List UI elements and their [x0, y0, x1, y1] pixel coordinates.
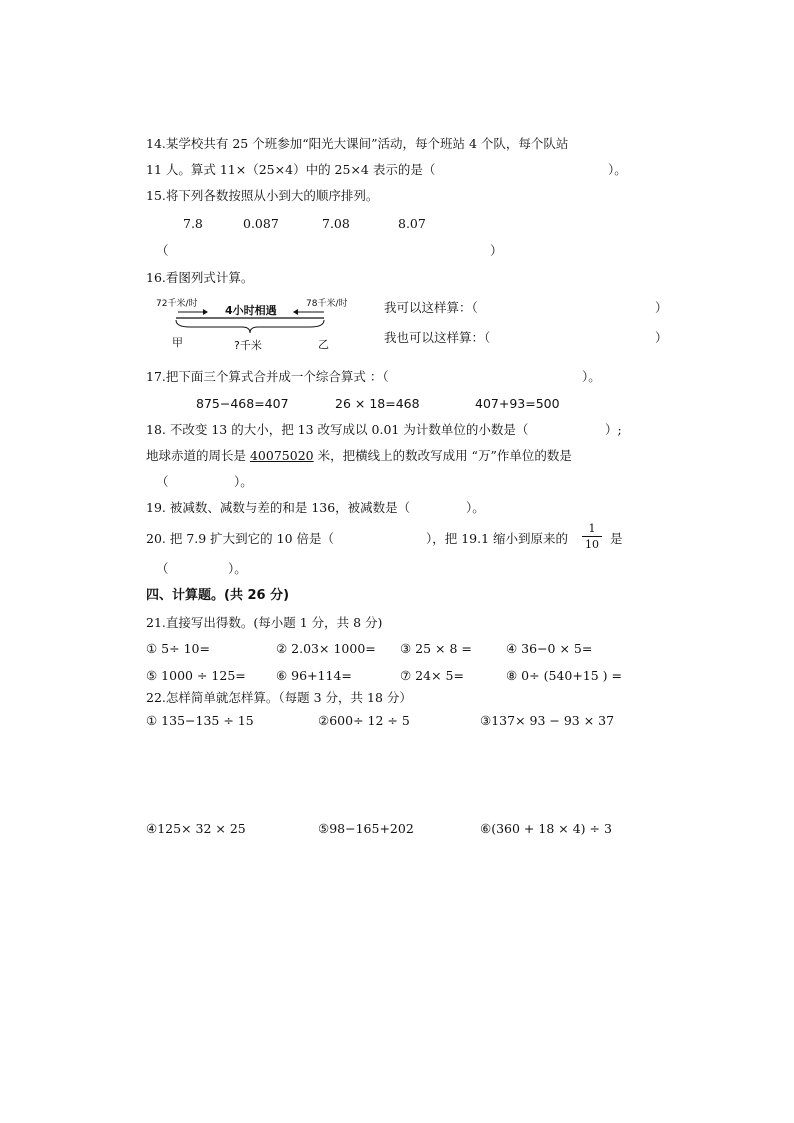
q16-way1-close: ） [655, 300, 668, 315]
q21-item: ① 5÷ 10= [146, 641, 210, 656]
q21-prompt: 21.直接写出得数。(每小题 1 分，共 8 分) [146, 615, 383, 630]
fraction-numerator: 1 [588, 522, 596, 535]
q20-text-b: ），把 19.1 缩小到原来的 [426, 531, 569, 546]
q20-line2-open: （ [156, 561, 169, 576]
right-speed-label: 78千米/时 [306, 299, 348, 309]
q22-item: ⑥(360 + 18 × 4) ÷ 3 [480, 821, 612, 836]
q17-close: ）。 [582, 369, 601, 384]
distance-label: ?千米 [234, 339, 262, 352]
q18-line1-close: ）; [605, 422, 622, 437]
fraction-one-tenth [582, 522, 602, 551]
q21-item: ⑦ 24× 5= [400, 668, 464, 683]
q15-answer-close: ） [490, 243, 503, 258]
q19-close: ）。 [466, 500, 485, 515]
q20-text-a: 20. 把 7.9 扩大到它的 10 倍是（ [146, 531, 335, 546]
q22-item: ① 135−135 ÷ 15 [146, 713, 254, 728]
q18-underlined-number: 40075020 [249, 448, 314, 463]
point-yi: 乙 [318, 338, 329, 351]
q20-text-c: 是 [610, 531, 623, 546]
q21-item: ⑧ 0÷ (540+15 ) = [506, 668, 622, 683]
right-arrowhead [293, 309, 298, 315]
point-jia: 甲 [172, 336, 183, 349]
fraction-bar [582, 536, 602, 537]
q19-text: 19. 被减数、减数与差的和是 136，被减数是（ [146, 500, 411, 515]
section-title: 四、计算题。(共 26 分) [146, 588, 290, 603]
q15-answer-open: （ [156, 243, 169, 258]
q21-item: ⑥ 96+114= [276, 668, 352, 683]
q22-item: ⑤98−165+202 [318, 821, 414, 836]
meet-label: 4小时相遇 [225, 304, 277, 317]
left-speed-label: 72千米/时 [156, 299, 198, 309]
q18-line3-close: ）。 [234, 474, 253, 489]
q16-way1: 我可以这样算：（ [384, 300, 478, 315]
q14-line2: 11 人。算式 11×（25×4）中的 25×4 表示的是（ [146, 162, 436, 177]
q18-line2-lead: 地球赤道的周长是 [146, 448, 250, 463]
q20-line2-close: ）。 [228, 561, 247, 576]
q21-item: ③ 25 × 8 = [400, 641, 472, 656]
q22-prompt: 22.怎样简单就怎样算。（每题 3 分，共 18 分） [146, 690, 412, 705]
q16-way2-close: ） [655, 330, 668, 345]
meeting-diagram [150, 292, 360, 354]
q15-number: 7.8 [183, 216, 203, 231]
q15-number: 8.07 [398, 216, 426, 231]
q15-number: 7.08 [322, 216, 350, 231]
distance-brace [176, 320, 324, 333]
q15-prompt: 15.将下列各数按照从小到大的顺序排列。 [146, 188, 379, 203]
q17-equation: 26 × 18=468 [335, 396, 420, 411]
q17-equation: 407+93=500 [475, 396, 560, 411]
q21-item: ④ 36−0 × 5= [506, 641, 593, 656]
q18-line1: 18. 不改变 13 的大小，把 13 改写成以 0.01 为计数单位的小数是（ [146, 422, 529, 437]
q21-item: ⑤ 1000 ÷ 125= [146, 668, 246, 683]
q15-number: 0.087 [243, 216, 279, 231]
q22-item: ②600÷ 12 ÷ 5 [318, 713, 410, 728]
q16-way2: 我也可以这样算：（ [384, 330, 491, 345]
q14-line2-close: ）。 [608, 162, 627, 177]
q18-line2-tail: 米，把横线上的数改写成用 “万”作单位的数是 [313, 448, 572, 463]
left-arrowhead [203, 309, 208, 315]
q22-item: ③137× 93 − 93 × 37 [480, 713, 615, 728]
q21-item: ② 2.03× 1000= [276, 641, 376, 656]
q18-line3-open: （ [156, 474, 169, 489]
q17-equation: 875−468=407 [196, 396, 289, 411]
q22-item: ④125× 32 × 25 [146, 821, 246, 836]
q17-prompt: 17.把下面三个算式合并成一个综合算式 ：（ [146, 369, 389, 384]
q14-line1: 14.某学校共有 25 个班参加“阳光大课间”活动，每个班站 4 个队，每个队站 [146, 136, 569, 151]
q16-prompt: 16.看图列式计算。 [146, 270, 254, 285]
fraction-denominator: 10 [585, 538, 599, 551]
q18-line2 [146, 448, 572, 464]
